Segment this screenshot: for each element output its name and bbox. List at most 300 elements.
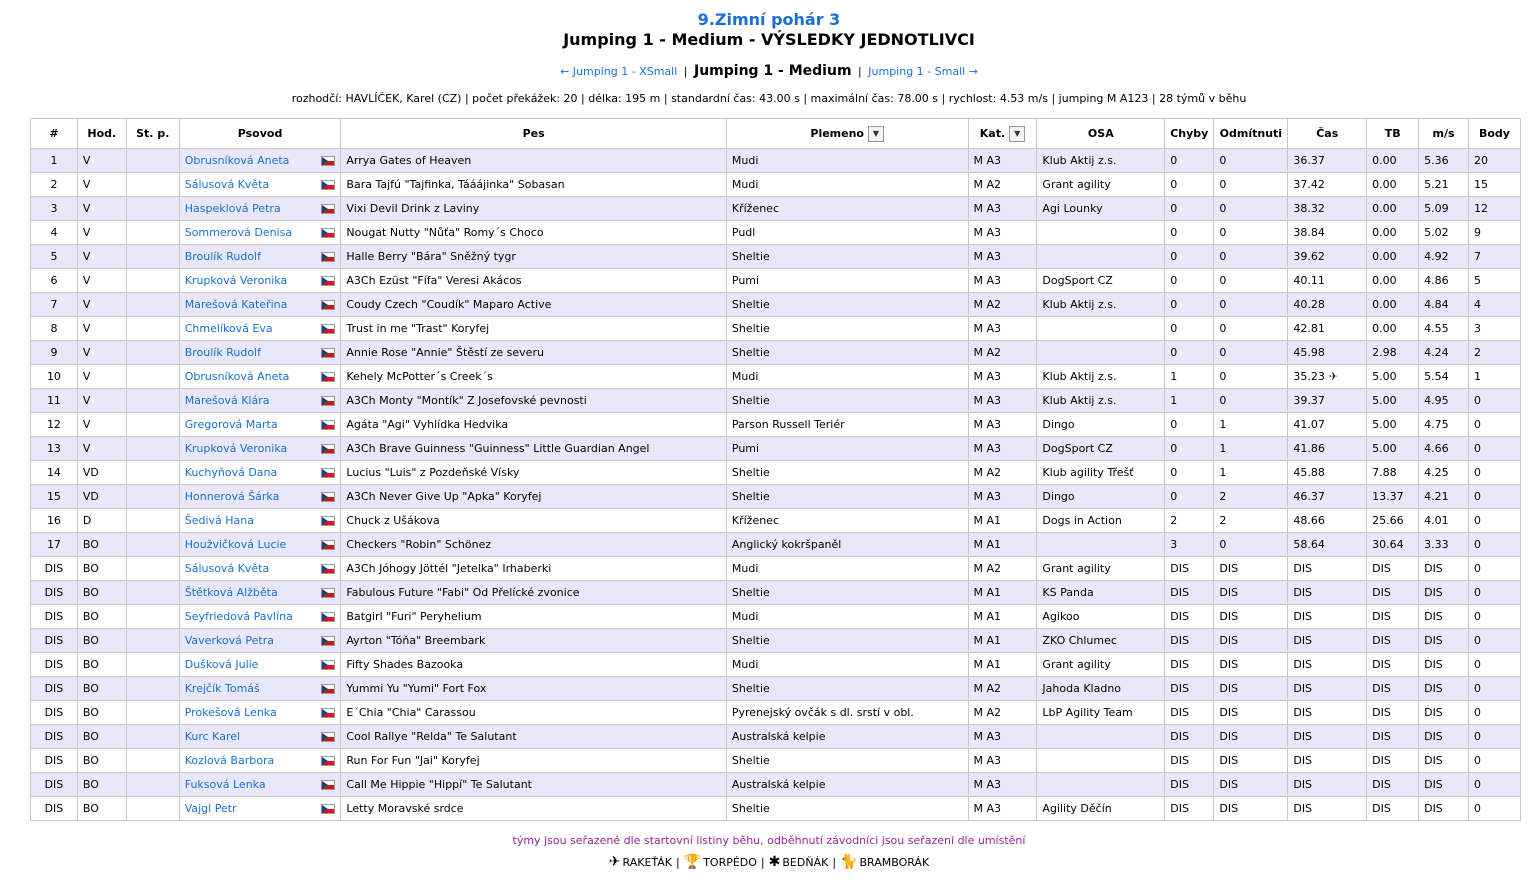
czech-flag-icon [321,756,335,766]
col-header-tb[interactable]: TB [1367,119,1419,149]
cell-body: 0 [1468,461,1520,485]
time-value: 36.37 [1293,154,1325,167]
handler-link[interactable]: Sálusová Květa [184,562,270,575]
handler-link[interactable]: Vajgl Petr [184,802,237,815]
handler-link[interactable]: Broulík Rudolf [184,250,261,263]
cell-osa: KS Panda [1037,581,1165,605]
cell-body: 0 [1468,725,1520,749]
cell-body: 5 [1468,269,1520,293]
table-row [31,269,1521,293]
cell-kat: M A3 [968,269,1037,293]
cell-osa: LbP Agility Team [1037,701,1165,725]
legend-separator: | [832,856,837,869]
col-header-plemeno-label[interactable]: Plemeno [810,126,864,140]
handler-link[interactable]: Marešová Klára [184,394,270,407]
cell-tb: 0.00 [1367,317,1419,341]
handler-link[interactable]: Broulík Rudolf [184,346,261,359]
cell-rank: 6 [31,269,78,293]
table-row [31,365,1521,389]
handler-link[interactable]: Fuksová Lenka [184,778,266,791]
cell-body: 0 [1468,437,1520,461]
handler-link[interactable]: Marešová Kateřina [184,298,288,311]
cell-stp [126,725,179,749]
cell-odmitnuti: DIS [1214,629,1288,653]
cell-ms: 4.92 [1419,245,1469,269]
cell-osa: Agikoo [1037,605,1165,629]
cell-hod: V [77,269,126,293]
table-row [31,341,1521,365]
cell-pes: Lucius "Luis" z Pozdeňské Vísky [341,461,726,485]
cell-kat: M A2 [968,461,1037,485]
cell-tb: 0.00 [1367,197,1419,221]
cell-plemeno: Sheltie [726,485,968,509]
cell-plemeno: Sheltie [726,293,968,317]
cell-kat: M A2 [968,293,1037,317]
cell-ms: DIS [1419,605,1469,629]
time-value: 39.62 [1293,250,1325,263]
table-row [31,605,1521,629]
cell-psovod [179,533,341,557]
cell-hod: V [77,245,126,269]
cell-chyby: 0 [1165,245,1214,269]
cell-chyby: DIS [1165,653,1214,677]
handler-link[interactable]: Gregorová Marta [184,418,278,431]
cell-osa [1037,749,1165,773]
run-title: Jumping 1 - Medium - VÝSLEDKY JEDNOTLIVCI [563,30,975,49]
czech-flag-icon [321,660,335,670]
cell-tb: DIS [1367,629,1419,653]
cell-stp [126,293,179,317]
current-run-label: Jumping 1 - Medium [693,63,852,79]
cell-ms: 5.54 [1419,365,1469,389]
cell-osa: Grant agility [1037,173,1165,197]
handler-link[interactable]: Sommerová Denisa [184,226,293,239]
handler-link[interactable]: Vaverková Petra [184,634,274,647]
cell-tb: 7.88 [1367,461,1419,485]
cell-body: 0 [1468,677,1520,701]
cell-hod: VD [77,461,126,485]
cell-osa [1037,317,1165,341]
cell-body: 0 [1468,389,1520,413]
cell-psovod [179,605,341,629]
cell-psovod [179,269,341,293]
cell-psovod [179,725,341,749]
time-value: 38.84 [1293,226,1325,239]
cell-pes: Vixi Devil Drink z Laviny [341,197,726,221]
cell-ms: 4.55 [1419,317,1469,341]
cell-body: 4 [1468,293,1520,317]
cell-kat: M A3 [968,317,1037,341]
page-header [0,0,1538,107]
cell-odmitnuti: 0 [1214,269,1288,293]
cell-hod: VD [77,485,126,509]
cell-plemeno: Kříženec [726,509,968,533]
handler-link[interactable]: Krupková Veronika [184,442,288,455]
time-value: DIS [1293,634,1313,647]
cell-stp [126,173,179,197]
filter-dropdown-icon[interactable]: ▼ [868,126,884,142]
czech-flag-icon [321,516,335,526]
cell-psovod [179,461,341,485]
cell-plemeno: Pudl [726,221,968,245]
legend-label: TORPÉDO [703,856,757,869]
competition-title-link[interactable]: 9.Zimní pohár 3 [697,10,841,29]
cell-kat: M A1 [968,509,1037,533]
cell-kat: M A2 [968,173,1037,197]
cell-pes: Letty Moravské srdce [341,797,726,821]
cell-body: 20 [1468,149,1520,173]
cell-rank: DIS [31,605,78,629]
cell-cas [1288,293,1367,317]
handler-link[interactable]: Honnerová Šárka [184,490,280,503]
cell-stp [126,269,179,293]
cell-odmitnuti: 0 [1214,317,1288,341]
cell-odmitnuti: 2 [1214,485,1288,509]
cell-kat: M A2 [968,341,1037,365]
czech-flag-icon [321,636,335,646]
col-header-pes[interactable]: Pes [341,119,726,149]
time-value: DIS [1293,754,1313,767]
table-row [31,629,1521,653]
czech-flag-icon [321,780,335,790]
cell-psovod [179,509,341,533]
cell-cas [1288,677,1367,701]
cell-chyby: DIS [1165,605,1214,629]
cell-stp [126,437,179,461]
cell-tb: 30.64 [1367,533,1419,557]
cell-rank: 12 [31,413,78,437]
results-body [31,149,1521,821]
table-row [31,149,1521,173]
cell-chyby: DIS [1165,725,1214,749]
cell-osa: Agi Lounky [1037,197,1165,221]
table-row [31,701,1521,725]
cell-pes: Fabulous Future "Fabi" Od Přelícké zvonice [341,581,726,605]
cell-odmitnuti: 1 [1214,413,1288,437]
cell-osa: Jahoda Kladno [1037,677,1165,701]
cell-psovod [179,245,341,269]
cell-body: 0 [1468,605,1520,629]
cell-psovod [179,197,341,221]
cell-osa [1037,773,1165,797]
cell-ms: DIS [1419,653,1469,677]
col-header-body[interactable]: Body [1468,119,1520,149]
prev-run-link[interactable]: ← Jumping 1 - XSmall [560,65,678,78]
cell-pes: A3Ch Never Give Up "Apka" Koryfej [341,485,726,509]
cell-osa [1037,533,1165,557]
legend-label: RAKEŤÁK [622,856,673,869]
handler-link[interactable]: Šedivá Hana [184,514,254,527]
cell-plemeno: Sheltie [726,317,968,341]
legend-separator: | [760,856,765,869]
cell-ms: 4.86 [1419,269,1469,293]
table-row [31,173,1521,197]
cell-tb: DIS [1367,797,1419,821]
czech-flag-icon [321,276,335,286]
cell-body: 1 [1468,365,1520,389]
cell-ms: 4.21 [1419,485,1469,509]
cell-rank: 7 [31,293,78,317]
handler-link[interactable]: Chmelíková Eva [184,322,273,335]
handler-link[interactable]: Prokešová Lenka [184,706,277,719]
cell-ms: DIS [1419,725,1469,749]
cell-chyby: 0 [1165,437,1214,461]
cell-plemeno: Sheltie [726,461,968,485]
cell-body: 0 [1468,797,1520,821]
cell-hod: BO [77,677,126,701]
cell-kat: M A3 [968,413,1037,437]
handler-link[interactable]: Krejčík Tomáš [184,682,260,695]
cell-chyby: 0 [1165,269,1214,293]
cell-psovod [179,749,341,773]
cell-hod: V [77,437,126,461]
cell-hod: BO [77,773,126,797]
cell-tb: 0.00 [1367,221,1419,245]
cell-osa [1037,221,1165,245]
handler-link[interactable]: Sálusová Květa [184,178,270,191]
table-row [31,773,1521,797]
cell-psovod [179,341,341,365]
cell-tb: DIS [1367,653,1419,677]
cell-cas [1288,485,1367,509]
cell-pes: Agáta "Agi" Vyhlídka Hedvika [341,413,726,437]
cell-stp [126,341,179,365]
col-header-odmitnuti[interactable]: Odmítnuti [1214,119,1288,149]
cell-kat: M A1 [968,533,1037,557]
cell-pes: A3Ch Jóhogy Jöttél "Jetelka" Irhaberki [341,557,726,581]
cell-body: 0 [1468,509,1520,533]
handler-link[interactable]: Krupková Veronika [184,274,288,287]
cell-chyby: 0 [1165,293,1214,317]
cell-psovod [179,389,341,413]
cell-chyby: 1 [1165,389,1214,413]
cell-hod: V [77,413,126,437]
cell-stp [126,509,179,533]
table-row [31,533,1521,557]
cell-hod: V [77,149,126,173]
cell-kat: M A3 [968,773,1037,797]
cell-tb: 13.37 [1367,485,1419,509]
cell-osa: Klub Aktij z.s. [1037,149,1165,173]
cell-odmitnuti: 2 [1214,509,1288,533]
handler-link[interactable]: Kurc Karel [184,730,241,743]
col-header-kat [968,119,1037,149]
handler-link[interactable]: Haspeklová Petra [184,202,281,215]
time-value: DIS [1293,778,1313,791]
time-value: 37.42 [1293,178,1325,191]
cell-ms: 5.36 [1419,149,1469,173]
time-value: DIS [1293,586,1313,599]
table-header-row [31,119,1521,149]
beetle-icon: ✱ [768,854,781,870]
table-row [31,461,1521,485]
cell-psovod [179,293,341,317]
table-row [31,413,1521,437]
cell-plemeno: Sheltie [726,245,968,269]
cell-psovod [179,365,341,389]
cell-osa: Agility Děčín [1037,797,1165,821]
cell-psovod [179,581,341,605]
czech-flag-icon [321,732,335,742]
cell-plemeno: Australská kelpie [726,725,968,749]
cell-chyby: 0 [1165,317,1214,341]
cell-kat: M A3 [968,389,1037,413]
cell-cas [1288,653,1367,677]
handler-link[interactable]: Dušková Julie [184,658,259,671]
cell-stp [126,197,179,221]
cell-body: 0 [1468,581,1520,605]
cell-hod: BO [77,629,126,653]
cell-hod: BO [77,749,126,773]
col-header-kat-label[interactable]: Kat. [979,126,1006,140]
cell-body: 15 [1468,173,1520,197]
cell-hod: BO [77,701,126,725]
cell-osa: Klub Aktij z.s. [1037,389,1165,413]
nav-separator: | [683,65,688,78]
cell-osa: DogSport CZ [1037,269,1165,293]
cell-tb: 2.98 [1367,341,1419,365]
cell-odmitnuti: DIS [1214,701,1288,725]
cell-ms: DIS [1419,557,1469,581]
cell-osa [1037,725,1165,749]
cell-chyby: 0 [1165,173,1214,197]
cell-chyby: DIS [1165,581,1214,605]
col-header-rank[interactable]: # [31,119,78,149]
table-row [31,557,1521,581]
cell-body: 7 [1468,245,1520,269]
cell-tb: 0.00 [1367,269,1419,293]
cell-hod: V [77,197,126,221]
cell-ms: 4.25 [1419,461,1469,485]
filter-dropdown-icon[interactable]: ▼ [1009,126,1025,142]
cell-hod: BO [77,725,126,749]
cell-pes: A3Ch Ezüst "Fífa" Veresi Akácos [341,269,726,293]
cell-odmitnuti: 0 [1214,197,1288,221]
cell-rank: DIS [31,653,78,677]
col-header-psovod[interactable]: Psovod [179,119,341,149]
cell-body: 2 [1468,341,1520,365]
cell-hod: V [77,293,126,317]
cell-rank: DIS [31,797,78,821]
cell-plemeno: Mudi [726,365,968,389]
table-row [31,389,1521,413]
col-header-cas[interactable]: Čas [1288,119,1367,149]
time-value: DIS [1293,802,1313,815]
cell-pes: Yummi Yu "Yumi" Fort Fox [341,677,726,701]
cell-osa: Dingo [1037,413,1165,437]
time-value: DIS [1293,658,1313,671]
cell-tb: 0.00 [1367,173,1419,197]
czech-flag-icon [321,708,335,718]
handler-link[interactable]: Seyfriedová Pavlína [184,610,293,623]
trophy-icon: 🏆 [683,854,702,870]
handler-link[interactable]: Houžvičková Lucie [184,538,287,551]
col-header-plemeno [726,119,968,149]
cell-rank: DIS [31,701,78,725]
cell-chyby: 0 [1165,461,1214,485]
cell-hod: V [77,389,126,413]
cell-rank: 5 [31,245,78,269]
cell-rank: 13 [31,437,78,461]
cell-body: 0 [1468,557,1520,581]
cell-rank: DIS [31,725,78,749]
col-header-chyby[interactable]: Chyby [1165,119,1214,149]
cell-chyby: DIS [1165,701,1214,725]
handler-link[interactable]: Štětková Alžběta [184,586,278,599]
cell-psovod [179,557,341,581]
cell-osa: Klub Aktij z.s. [1037,293,1165,317]
cell-odmitnuti: 0 [1214,149,1288,173]
cell-hod: V [77,173,126,197]
cell-ms: 4.24 [1419,341,1469,365]
col-header-stp[interactable]: St. p. [126,119,179,149]
cell-plemeno: Sheltie [726,341,968,365]
cell-chyby: 3 [1165,533,1214,557]
cell-plemeno: Sheltie [726,389,968,413]
cell-pes: E´Chia "Chia" Carassou [341,701,726,725]
cell-ms: DIS [1419,629,1469,653]
cell-pes: Trust in me "Trast" Koryfej [341,317,726,341]
cell-odmitnuti: DIS [1214,749,1288,773]
next-run-link[interactable]: Jumping 1 - Small → [868,65,978,78]
czech-flag-icon [321,540,335,550]
cell-stp [126,413,179,437]
cell-tb: DIS [1367,605,1419,629]
handler-link[interactable]: Kozlová Barbora [184,754,275,767]
cell-plemeno: Mudi [726,557,968,581]
cell-tb: 0.00 [1367,245,1419,269]
col-header-ms[interactable]: m/s [1419,119,1469,149]
cell-rank: 2 [31,173,78,197]
cell-cas [1288,797,1367,821]
cell-tb: 5.00 [1367,413,1419,437]
cell-pes: A3Ch Monty "Montík" Z Josefovské pevnosti [341,389,726,413]
time-value: 45.98 [1293,346,1325,359]
col-header-hod[interactable]: Hod. [77,119,126,149]
cell-pes: Chuck z Ušákova [341,509,726,533]
handler-link[interactable]: Obrusníková Aneta [184,154,290,167]
cell-psovod [179,149,341,173]
czech-flag-icon [321,588,335,598]
cell-psovod [179,221,341,245]
cell-chyby: 0 [1165,221,1214,245]
cell-ms: DIS [1419,773,1469,797]
table-row [31,245,1521,269]
rocket-icon: ✈ [608,854,621,870]
cell-chyby: DIS [1165,677,1214,701]
cell-cas [1288,629,1367,653]
cell-plemeno: Mudi [726,605,968,629]
cell-cas [1288,173,1367,197]
cell-pes: Kehely McPotter´s Creek´s [341,365,726,389]
handler-link[interactable]: Kuchyňová Dana [184,466,278,479]
table-row [31,437,1521,461]
czech-flag-icon [321,324,335,334]
cell-plemeno: Sheltie [726,581,968,605]
cell-pes: Coudy Czech "Coudík" Maparo Active [341,293,726,317]
cat-icon: 🐈 [840,854,858,870]
czech-flag-icon [321,612,335,622]
czech-flag-icon [321,492,335,502]
cell-cas [1288,749,1367,773]
cell-kat: M A1 [968,629,1037,653]
handler-link[interactable]: Obrusníková Aneta [184,370,290,383]
cell-plemeno: Sheltie [726,749,968,773]
czech-flag-icon [321,564,335,574]
cell-pes: Call Me Hippie "Hippí" Te Salutant [341,773,726,797]
col-header-osa[interactable]: OSA [1037,119,1165,149]
cell-kat: M A3 [968,197,1037,221]
